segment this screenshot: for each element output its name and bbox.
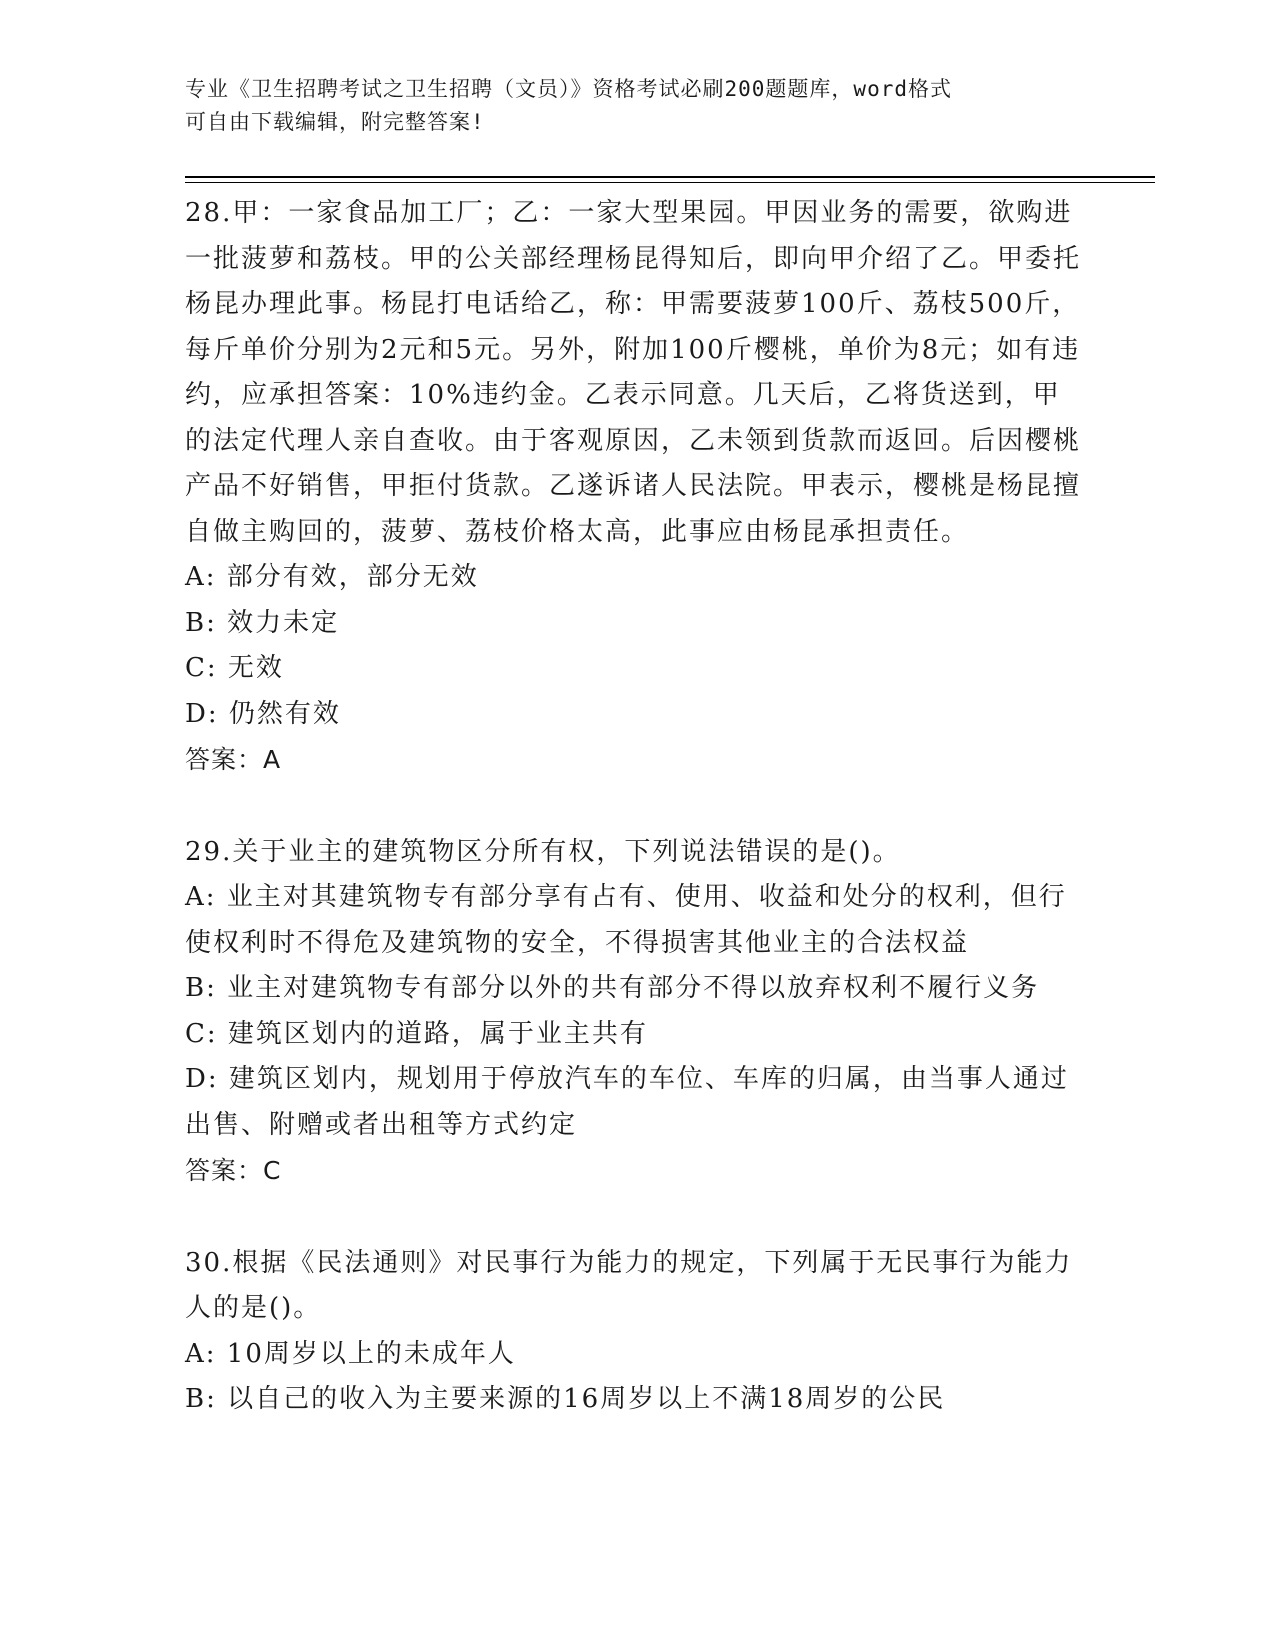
option-b: B: 业主对建筑物专有部分以外的共有部分不得以放弃权利不履行义务 [185,973,1040,1003]
option-c: C: 无效 [185,653,284,683]
question-stem: 29.关于业主的建筑物区分所有权，下列说法错误的是()。 [185,836,901,867]
header-divider-thick [185,176,1155,178]
document-header [185,73,1085,139]
question-stem: 30.根据《民法通则》对民事行为能力的规定，下列属于无民事行为能力人的是()。 [185,1247,1073,1323]
option-a: A: 部分有效，部分无效 [185,562,479,592]
question-29 [185,830,1085,1194]
option-c: C: 建筑区划内的道路，属于业主共有 [185,1018,648,1049]
question-list [185,191,1085,1423]
header-divider-thin [185,182,1155,183]
question-28 [185,191,1085,783]
question-spacer [185,783,1085,830]
option-b: B: 以自己的收入为主要来源的16周岁以上不满18周岁的公民 [185,1384,946,1414]
option-d: D: 建筑区划内，规划用于停放汽车的车位、车库的归属，由当事人通过出售、附赠或者出租等方式约定 [185,1064,1069,1140]
answer-line: 答案：C [185,1156,282,1185]
header-title-line-1: 专业《卫生招聘考试之卫生招聘（文员）》资格考试必刷200题题库，word格式 [185,77,952,101]
option-d: D: 仍然有效 [185,698,341,729]
question-stem: 28.甲：一家食品加工厂；乙：一家大型果园。甲因业务的需要，欲购进一批菠萝和荔枝。甲的公关部经理杨昆得知后，即向甲介绍了乙。甲委托杨昆办理此事。杨昆打电话给乙，称：甲需要菠萝100斤、荔枝500斤，每斤单价分别为2元和5元。另外，附加100斤樱桃，单价为8元；如有违约，应承担答案：10%违约金。乙表示同意。几天后，乙将货送到，甲的法定代理人亲自查收。由于客观原因，乙未领到货款而返回。后因樱桃产品不好销售，甲拒付货款。乙遂诉诸人民法院。甲表示，樱桃是杨昆擅自做主购回的，菠萝、荔枝价格太高，此事应由杨昆承担责任。 [185,198,1082,547]
option-a: A: 业主对其建筑物专有部分享有占有、使用、收益和处分的权利，但行使权利时不得危及建筑物的安全，不得损害其他业主的合法权益 [185,882,1067,958]
option-a: A: 10周岁以上的未成年人 [185,1338,516,1369]
answer-line: 答案：A [185,745,282,774]
option-b: B: 效力未定 [185,607,340,638]
question-30 [185,1241,1085,1423]
header-title-line-2: 可自由下载编辑，附完整答案! [185,110,485,134]
question-spacer [185,1194,1085,1241]
